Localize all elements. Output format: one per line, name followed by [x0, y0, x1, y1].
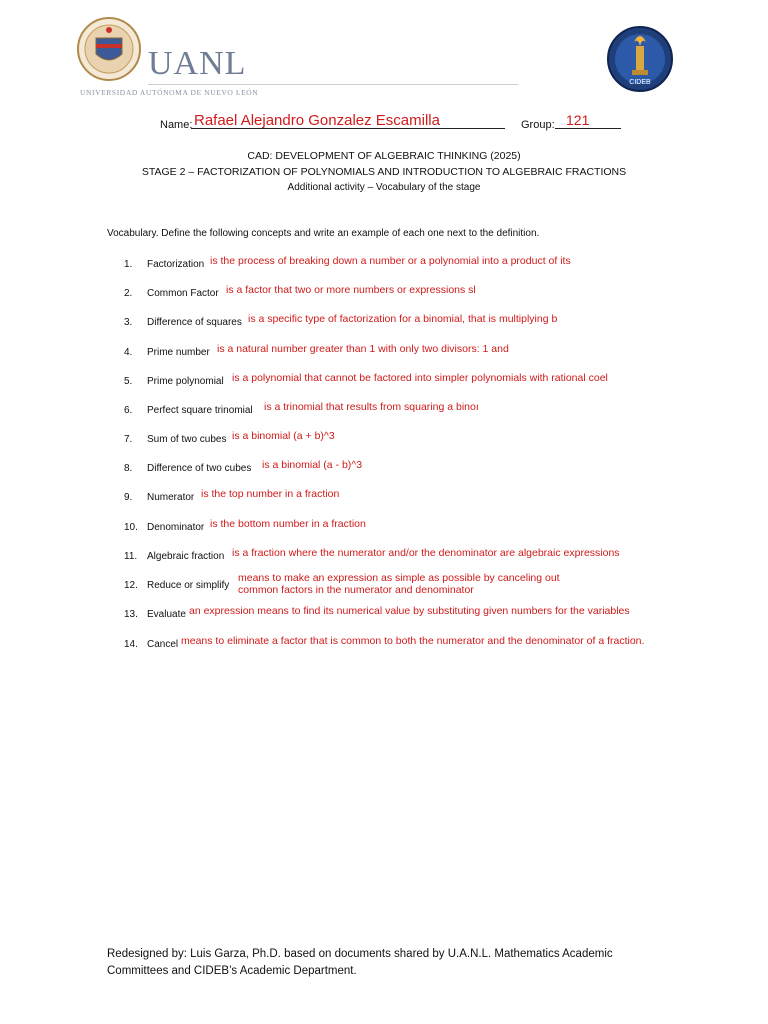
item-answer[interactable]: is a fraction where the numerator and/or the denominator are algebraic expressions — [232, 547, 620, 559]
list-item — [124, 372, 744, 396]
item-answer[interactable] — [238, 572, 560, 596]
item-number: 11. — [124, 551, 138, 562]
item-answer[interactable]: is a polynomial that cannot be factored into simpler polynomials with rational coel — [232, 372, 608, 384]
activity-title: Additional activity – Vocabulary of the stage — [287, 182, 481, 193]
item-answer[interactable]: means to eliminate a factor that is common to both the numerator and the denominator of a fraction. — [181, 635, 645, 647]
item-number: 1. — [124, 259, 133, 270]
item-number: 14. — [124, 639, 138, 650]
cideb-label: CIDEB — [629, 79, 651, 86]
list-item — [124, 343, 744, 367]
item-answer[interactable]: is the bottom number in a fraction — [210, 518, 366, 530]
item-answer-line: means to make an expression as simple as possible by canceling out — [238, 572, 560, 584]
item-answer[interactable]: is a trinomial that results from squaring a binoı — [264, 401, 479, 413]
item-number: 4. — [124, 347, 133, 358]
list-item — [124, 459, 744, 483]
uanl-logo-text: UANL — [148, 45, 247, 82]
item-number: 13. — [124, 609, 138, 620]
item-number: 7. — [124, 434, 133, 445]
footer-credits — [107, 946, 647, 980]
university-name: UNIVERSIDAD AUTÓNOMA DE NUEVO LEÓN — [80, 88, 259, 97]
item-answer[interactable]: is a natural number greater than 1 with only two divisors: 1 and — [217, 343, 509, 355]
group-field[interactable]: 121 — [566, 112, 590, 128]
list-item — [124, 284, 744, 308]
footer-line: Committees and CIDEB’s Academic Department. — [107, 965, 357, 977]
item-answer[interactable]: is a specific type of factorization for a binomial, that is multiplying b — [248, 313, 558, 325]
item-number: 3. — [124, 317, 133, 328]
item-term: Evaluate — [147, 609, 186, 620]
stage-title: STAGE 2 – FACTORIZATION OF POLYNOMIALS AND INTRODUCTION TO ALGEBRAIC FRACTIONS — [141, 166, 627, 178]
item-term: Numerator — [147, 492, 195, 503]
list-item — [124, 518, 744, 542]
item-term: Prime polynomial — [147, 376, 224, 387]
item-number: 6. — [124, 405, 133, 416]
list-item — [124, 430, 744, 454]
name-label: Name: — [160, 119, 193, 131]
uanl-seal-logo — [76, 16, 142, 82]
item-term: Denominator — [147, 522, 205, 533]
item-answer[interactable]: an expression means to find its numerical value by substituting given numbers for the variables — [189, 605, 630, 617]
item-term: Prime number — [147, 347, 210, 358]
item-answer[interactable]: is a binomial (a - b)^3 — [262, 459, 363, 471]
item-answer[interactable]: is a binomial (a + b)^3 — [232, 430, 335, 442]
item-term: Difference of two cubes — [147, 463, 252, 474]
item-term: Sum of two cubes — [147, 434, 227, 445]
list-item — [124, 488, 744, 512]
footer-line: Redesigned by: Luis Garza, Ph.D. based on documents shared by U.A.N.L. Mathematics Academic — [107, 948, 613, 960]
item-term: Algebraic fraction — [147, 551, 225, 562]
cideb-seal-logo — [606, 24, 674, 94]
list-item — [124, 605, 744, 629]
instructions-text: Vocabulary. Define the following concepts and write an example of each one next to the definition. — [107, 228, 540, 239]
group-label: Group: — [521, 119, 555, 131]
item-number: 5. — [124, 376, 133, 387]
list-item — [124, 255, 744, 279]
item-answer[interactable]: is the top number in a fraction — [201, 488, 340, 500]
item-number: 2. — [124, 288, 133, 299]
item-term: Factorization — [147, 259, 205, 270]
item-term: Common Factor — [147, 288, 219, 299]
item-number: 9. — [124, 492, 133, 503]
logo-divider — [148, 84, 518, 85]
list-item — [124, 401, 744, 425]
list-item — [124, 547, 744, 571]
item-answer[interactable]: is the process of breaking down a number or a polynomial into a product of its — [210, 255, 571, 267]
item-term: Cancel — [147, 639, 179, 650]
item-number: 8. — [124, 463, 133, 474]
course-title: CAD: DEVELOPMENT OF ALGEBRAIC THINKING (2025) — [247, 150, 521, 162]
item-term: Perfect square trinomial — [147, 405, 253, 416]
name-field[interactable]: Rafael Alejandro Gonzalez Escamilla — [194, 112, 440, 129]
item-term: Difference of squares — [147, 317, 242, 328]
list-item — [124, 313, 744, 337]
item-number: 10. — [124, 522, 138, 533]
list-item — [124, 635, 744, 659]
item-number: 12. — [124, 580, 138, 591]
item-answer-line: common factors in the numerator and denominator — [238, 584, 474, 596]
item-term: Reduce or simplify — [147, 580, 230, 591]
list-item — [124, 572, 744, 600]
item-answer[interactable]: is a factor that two or more numbers or expressions sl — [226, 284, 476, 296]
